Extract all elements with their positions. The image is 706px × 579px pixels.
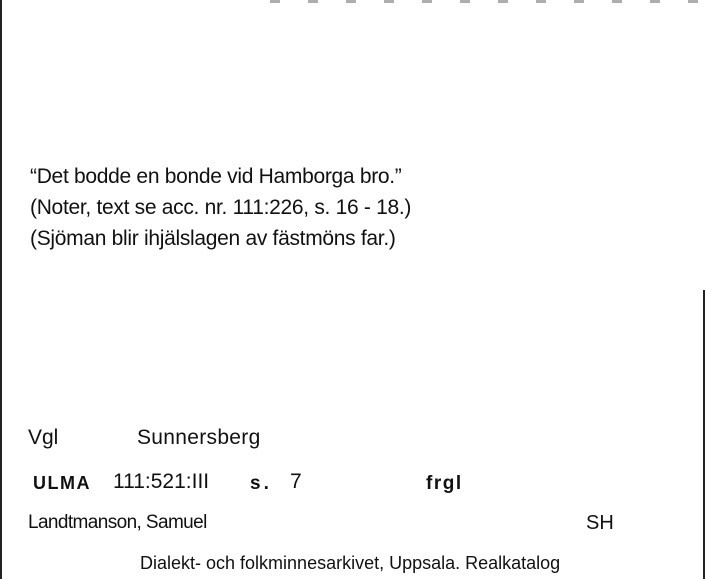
page-number: 7	[290, 470, 302, 493]
card-right-edge	[703, 290, 705, 579]
page-label: s.	[250, 473, 272, 494]
description-line-title: “Det bodde en bonde vid Hamborga bro.”	[30, 165, 402, 188]
archive-footer: Dialekt- och folkminnesarkivet, Uppsala. Realkatalog	[140, 553, 561, 573]
description-line-notes: (Noter, text se acc. nr. 111:226, s. 16 - 18.)	[30, 196, 412, 219]
comparison-label: Vgl	[28, 426, 59, 449]
collector-name: Landtmanson, Samuel	[28, 512, 207, 533]
description-line-summary: (Sjöman blir ihjälslagen av fästmöns far.)	[30, 227, 396, 250]
card-left-edge	[0, 0, 2, 579]
card-top-edge	[270, 0, 706, 3]
place-name: Sunnersberg	[137, 426, 261, 449]
genre-code: frgl	[426, 473, 463, 494]
archive-code: ULMA	[33, 473, 91, 493]
recorder-initials: SH	[586, 512, 614, 534]
accession-number: 111:521:III	[113, 470, 210, 493]
